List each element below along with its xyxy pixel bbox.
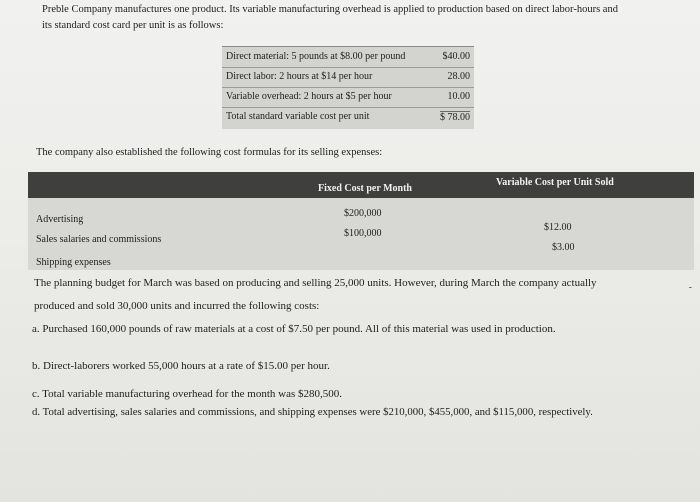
fixed-cost-advertising: $200,000 — [344, 208, 382, 219]
cost-card-label: Direct labor: 2 hours at $14 per hour — [226, 71, 373, 82]
variable-cost-shipping: $3.00 — [552, 242, 575, 253]
planning-line-1: The planning budget for March was based on producing and selling 25,000 units. However, during March the company actually — [34, 277, 597, 289]
row-label-sales-salaries: Sales salaries and commissions — [36, 234, 162, 245]
margin-dash: - — [688, 282, 692, 293]
selling-expense-table — [28, 172, 694, 270]
cost-card-row — [222, 47, 474, 68]
item-d: d. Total advertising, sales salaries and commissions, and shipping expenses were $210,000, $455,000, and $115,000, respectively. — [32, 406, 593, 418]
header-variable-cost: Variable Cost per Unit Sold — [496, 177, 614, 188]
cost-card-amount: $40.00 — [442, 51, 470, 62]
table-header — [28, 172, 694, 198]
intro-line-1: Preble Company manufactures one product. Its variable manufacturing overhead is applied to production based on direct labor-hours and — [42, 4, 618, 15]
fixed-cost-sales-salaries: $100,000 — [344, 228, 382, 239]
cost-card-total-row — [222, 107, 474, 127]
cost-card-row — [222, 67, 474, 88]
cost-card-label: Direct material: 5 pounds at $8.00 per pound — [226, 51, 406, 62]
standard-cost-card — [222, 46, 474, 129]
row-label-shipping: Shipping expenses — [36, 257, 111, 268]
cost-card-amount: 10.00 — [447, 91, 470, 102]
intro-line-2: its standard cost card per unit is as follows: — [42, 20, 224, 31]
header-fixed-cost: Fixed Cost per Month — [318, 183, 412, 194]
row-label-advertising: Advertising — [36, 214, 84, 225]
item-b: b. Direct-laborers worked 55,000 hours at a rate of $15.00 per hour. — [32, 360, 330, 372]
selling-intro: The company also established the following cost formulas for its selling expenses: — [36, 147, 383, 158]
cost-card-label: Variable overhead: 2 hours at $5 per hour — [226, 91, 392, 102]
cost-card-amount: $ 78.00 — [440, 112, 470, 123]
cost-card-label: Total standard variable cost per unit — [226, 111, 370, 122]
cost-card-amount: 28.00 — [447, 71, 470, 82]
intro-paragraph — [42, 2, 618, 34]
variable-cost-sales-salaries: $12.00 — [544, 222, 572, 233]
planning-line-2: produced and sold 30,000 units and incurred the following costs: — [34, 300, 320, 312]
item-c: c. Total variable manufacturing overhead for the month was $280,500. — [32, 388, 342, 400]
item-a: a. Purchased 160,000 pounds of raw materials at a cost of $7.50 per pound. All of this material was used in production. — [32, 323, 556, 335]
cost-card-row — [222, 87, 474, 108]
